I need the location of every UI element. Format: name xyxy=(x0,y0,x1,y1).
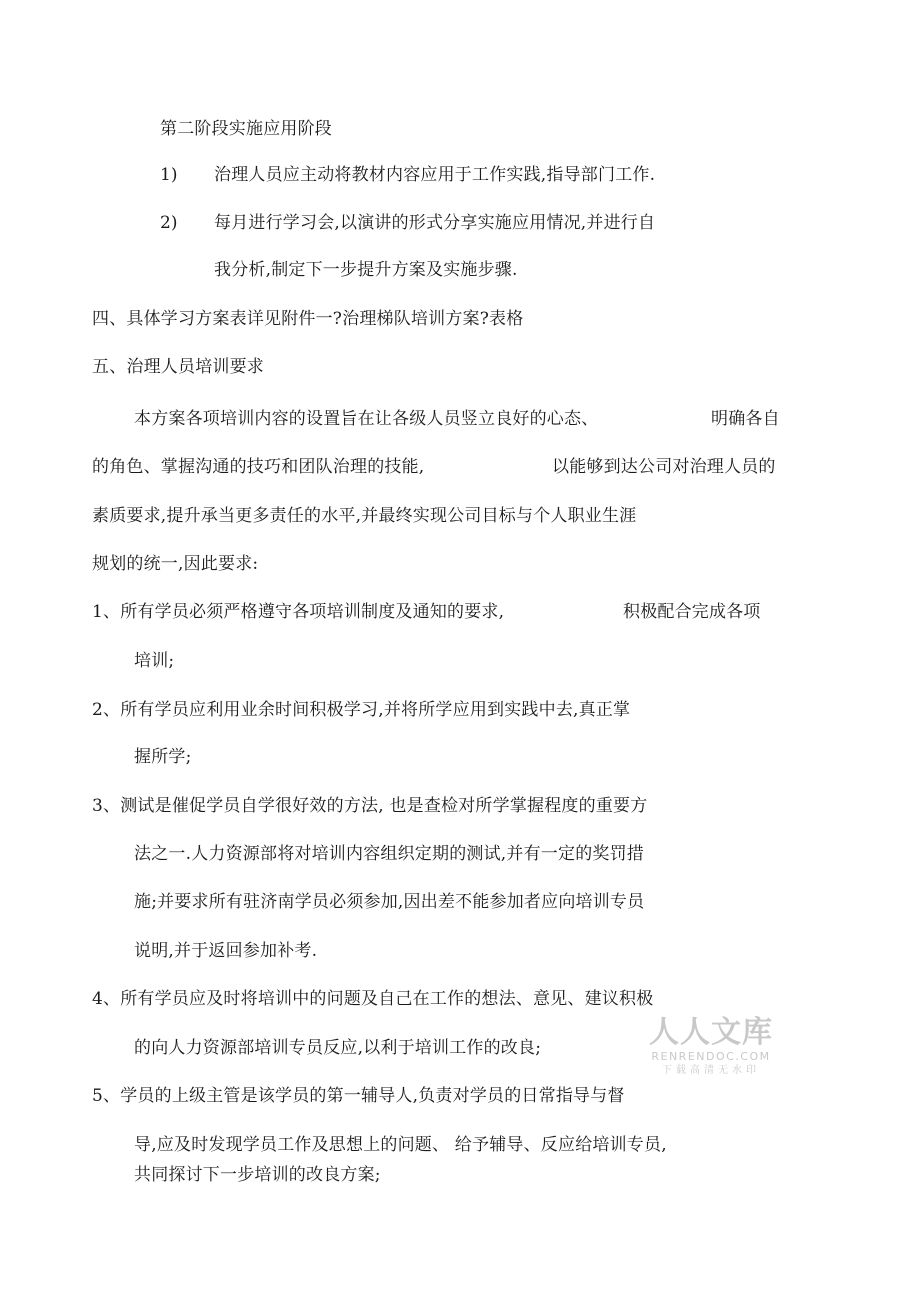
watermark xyxy=(646,1016,776,1077)
requirement-4-line-1: 4、所有学员应及时将培训中的问题及自己在工作的想法、意见、建议积极 xyxy=(92,989,654,1009)
watermark-subtitle: 下载高清无水印 xyxy=(662,1065,760,1076)
watermark-title: 人人文库 xyxy=(649,1015,773,1050)
stage-item-1-number: 1) xyxy=(160,165,178,185)
requirement-4-continuation: 的向人力资源部培训专员反应,以利于培训工作的改良; xyxy=(134,1038,542,1058)
stage-item-1-text: 治理人员应主动将教材内容应用于工作实践,指导部门工作. xyxy=(214,165,656,185)
stage-item-2-continuation: 我分析,制定下一步提升方案及实施步骤. xyxy=(214,260,518,280)
requirement-1-line-1a: 1、所有学员必须严格遵守各项培训制度及通知的要求, xyxy=(92,602,505,622)
intro-line-1a: 本方案各项培训内容的设置旨在让各级人员竖立良好的心态、 xyxy=(134,409,599,429)
intro-line-1b: 明确各自 xyxy=(711,409,780,429)
requirement-5-continuation-1: 导,应及时发现学员工作及思想上的问题、 给予辅导、反应给培训专员, xyxy=(134,1135,667,1155)
intro-line-3: 素质要求,提升承当更多责任的水平,并最终实现公司目标与个人职业生涯 xyxy=(92,506,637,526)
requirement-2-line-1: 2、所有学员应利用业余时间积极学习,并将所学应用到实践中去,真正掌 xyxy=(92,700,631,720)
requirement-3-line-1: 3、测试是催促学员自学很好效的方法, 也是查检对所学掌握程度的重要方 xyxy=(92,796,648,816)
requirement-3-continuation-1: 法之一.人力资源部将对培训内容组织定期的测试,并有一定的奖罚措 xyxy=(134,844,645,864)
requirement-3-continuation-3: 说明,并于返回参加补考. xyxy=(134,941,318,961)
stage-heading: 第二阶段实施应用阶段 xyxy=(160,119,332,139)
intro-line-2a: 的角色、掌握沟通的技巧和团队治理的技能, xyxy=(92,457,425,477)
requirement-5-continuation-2: 共同探讨下一步培训的改良方案; xyxy=(134,1165,381,1185)
intro-line-2b: 以能够到达公司对治理人员的 xyxy=(552,457,776,477)
requirement-3-continuation-2: 施;并要求所有驻济南学员必须参加,因出差不能参加者应向培训专员 xyxy=(134,892,645,912)
section-5-heading: 五、治理人员培训要求 xyxy=(92,357,264,377)
requirement-5-line-1: 5、学员的上级主管是该学员的第一辅导人,负责对学员的日常指导与督 xyxy=(92,1086,625,1106)
requirement-1-continuation: 培训; xyxy=(134,651,175,671)
requirement-2-continuation: 握所学; xyxy=(134,747,192,767)
section-4-heading: 四、具体学习方案表详见附件一?治理梯队培训方案?表格 xyxy=(92,309,524,329)
requirement-1-line-1b: 积极配合完成各项 xyxy=(623,602,761,622)
watermark-url: RENRENDOC.COM xyxy=(651,1050,771,1063)
stage-item-2-number: 2) xyxy=(160,213,178,233)
stage-item-2-text: 每月进行学习会,以演讲的形式分享实施应用情况,并进行自 xyxy=(214,213,656,233)
intro-line-4: 规划的统一,因此要求: xyxy=(92,554,259,574)
